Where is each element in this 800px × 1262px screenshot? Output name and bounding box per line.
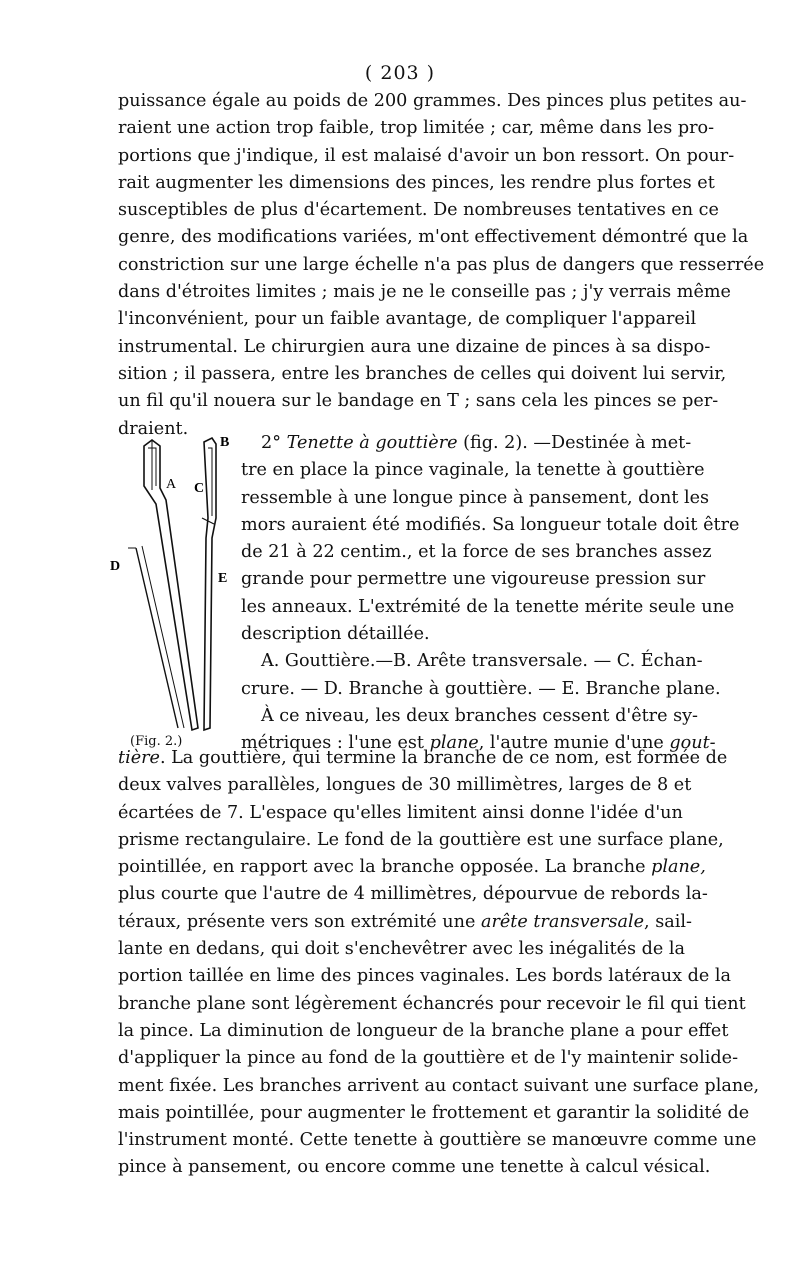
text-line: ressemble à une longue pince à pansement, dont les xyxy=(241,487,710,508)
text-line: raient une action trop faible, trop limitée ; car, même dans les pro- xyxy=(118,118,715,139)
text-line: pince à pansement, ou encore comme une tenette à calcul vésical. xyxy=(118,1157,711,1178)
text-fragment: . La gouttière, qui termine la branche de ce nom, est formée de xyxy=(159,748,728,768)
section-2 xyxy=(241,430,740,758)
figure-tenette xyxy=(108,428,238,748)
figure-label-e: E xyxy=(218,571,228,586)
paragraph-3 xyxy=(118,745,760,1182)
text-line: branche plane sont légèrement échancrés pour recevoir le fil qui tient xyxy=(118,993,746,1014)
text-line: d'appliquer la pince au fond de la gouttière et de l'y maintenir solide- xyxy=(118,1048,739,1069)
italic-term: plane xyxy=(429,733,479,754)
text-line: constriction sur une large échelle n'a pas plus de dangers que resserrée xyxy=(118,254,765,275)
italic-term: tière xyxy=(118,748,160,768)
text-line: mais pointillée, pour augmenter le frottement et garantir la solidité de xyxy=(118,1102,750,1123)
italic-term: gout- xyxy=(669,733,716,754)
text-line: dans d'étroites limites ; mais je ne le conseille pas ; j'y verrais même xyxy=(118,282,731,303)
figure-label-d: D xyxy=(110,559,121,574)
italic-term: arête transversale xyxy=(480,911,645,932)
text-line: susceptibles de plus d'écartement. De nombreuses tentatives en ce xyxy=(118,200,719,221)
text-line: lante en dedans, qui doit s'enchevêtrer avec les inégalités de la xyxy=(118,939,686,960)
text-line: l'instrument monté. Cette tenette à gouttière se manœuvre comme une xyxy=(118,1130,757,1151)
section-number: 2° xyxy=(261,433,281,453)
text-line: genre, des modifications variées, m'ont effectivement démontré que la xyxy=(118,227,749,248)
tenette-illustration xyxy=(108,428,238,748)
text-fragment: , sail- xyxy=(644,911,692,932)
text-line xyxy=(118,854,706,881)
text-line: description détaillée. xyxy=(241,624,430,645)
text-line xyxy=(118,745,728,772)
text-line: les anneaux. L'extrémité de la tenette mérite seule une xyxy=(241,596,735,617)
section-title: Tenette à gouttière xyxy=(286,433,458,453)
text-line: mors auraient été modifiés. Sa longueur totale doit être xyxy=(241,514,740,535)
figure-legend-line: A. Gouttière.—B. Arête transversale. — C. Échan- xyxy=(261,651,703,672)
text-line: de 21 à 22 centim., et la force de ses branches assez xyxy=(241,542,712,563)
text-line: écartées de 7. L'espace qu'elles limitent ainsi donne l'idée d'un xyxy=(118,802,683,823)
text-line: portion taillée en lime des pinces vaginales. Les bords latéraux de la xyxy=(118,966,731,987)
text-fragment: métriques : l'une est xyxy=(241,733,430,754)
text-line: grande pour permettre une vigoureuse pression sur xyxy=(241,569,706,590)
figure-caption: (Fig. 2.) xyxy=(130,734,183,749)
text-line: tre en place la pince vaginale, la tenette à gouttière xyxy=(241,460,705,481)
text-line: ment fixée. Les branches arrivent au contact suivant une surface plane, xyxy=(118,1075,760,1096)
section-heading-line xyxy=(241,430,692,457)
text-line: plus courte que l'autre de 4 millimètres, dépourvue de rebords la- xyxy=(118,884,708,905)
text-line: rait augmenter les dimensions des pinces, les rendre plus fortes et xyxy=(118,172,715,193)
text-line: draient. xyxy=(118,418,189,439)
text-line: la pince. La diminution de longueur de la branche plane a pour effet xyxy=(118,1020,729,1041)
italic-term: plane, xyxy=(651,857,706,878)
figure-legend-line: crure. — D. Branche à gouttière. — E. Branche plane. xyxy=(241,678,721,699)
text-line: prisme rectangulaire. Le fond de la gouttière est une surface plane, xyxy=(118,829,724,850)
figure-label-c: C xyxy=(194,481,205,496)
text-line: puissance égale au poids de 200 grammes. Des pinces plus petites au- xyxy=(118,91,747,111)
text-line: instrumental. Le chirurgien aura une dizaine de pinces à sa dispo- xyxy=(118,336,711,357)
text-fragment: téraux, présente vers son extrémité une xyxy=(118,911,481,932)
text-line: deux valves parallèles, longues de 30 millimètres, larges de 8 et xyxy=(118,775,692,796)
text-line: portions que j'indique, il est malaisé d'avoir un bon ressort. On pour- xyxy=(118,145,735,166)
section-ref: (fig. 2). —Destinée à met- xyxy=(463,433,692,453)
text-line: À ce niveau, les deux branches cessent d'être sy- xyxy=(261,705,699,726)
text-line: un fil qu'il nouera sur le bandage en T ; sans cela les pinces se per- xyxy=(118,391,719,412)
figure-label-b: B xyxy=(220,435,230,450)
figure-label-a: A xyxy=(166,477,177,492)
page-number: ( 203 ) xyxy=(364,62,436,84)
text-fragment: , l'autre munie d'une xyxy=(478,733,670,754)
text-line: l'inconvénient, pour un faible avantage, de compliquer l'appareil xyxy=(118,309,697,330)
text-line: sition ; il passera, entre les branches de celles qui doivent lui servir, xyxy=(118,363,727,384)
text-line xyxy=(118,909,692,936)
text-fragment: pointillée, en rapport avec la branche opposée. La branche xyxy=(118,857,652,878)
